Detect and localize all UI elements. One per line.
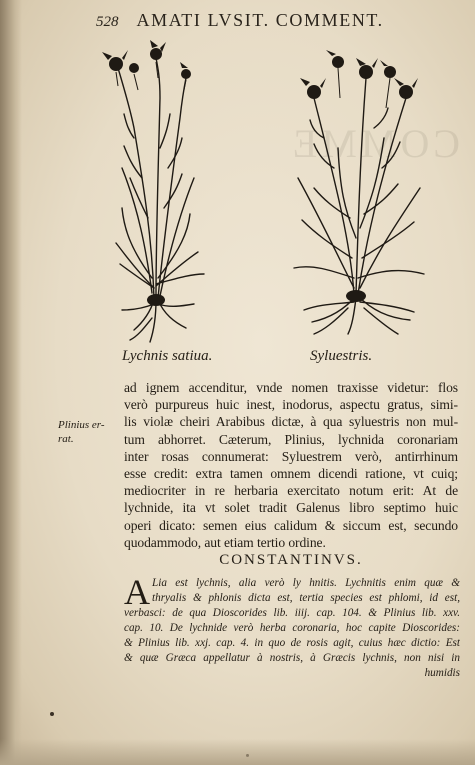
- commentary-line: & quæ Græca appellatur à nostris, à Græcis lychnis, non nisi in: [124, 652, 460, 664]
- drop-cap: A: [124, 572, 150, 612]
- text-line: ad ignem accenditur, vnde nomen traxisse videtur: flos: [124, 380, 458, 395]
- catchword: humidis: [424, 667, 460, 679]
- figure-caption-left: Lychnis satiua.: [122, 348, 213, 364]
- running-header: [96, 10, 415, 31]
- text-line: tum abhorret. Cæterum, Plinius, lychnida coronariam: [124, 431, 458, 447]
- text-line: lychnide, ita vt solet tradit Galenus libro septimo huic: [124, 500, 458, 516]
- show-through-ink: COMME: [288, 121, 460, 166]
- lychnis-sativa-woodcut: [94, 38, 224, 346]
- commentary-line: verbasci: de qua Dioscorides lib. iiij. cap. 104. & Plinius lib. xxv.: [124, 607, 460, 619]
- margin-note: [58, 418, 118, 446]
- commentary-line: cap. 10. De lychnide verò herba coronaria, hoc capite Dioscorides:: [124, 622, 460, 634]
- commentary-line: & Plinius lib. xxj. cap. 4. in quo de rosis agit, cuius hæc dictio: Est: [124, 637, 460, 649]
- commentary-line: thryalis & phlonis dicta est, tertia species est phlomi, id est,: [152, 592, 460, 604]
- main-text-block: [124, 379, 458, 551]
- commentary-block: [124, 572, 460, 681]
- page-number: 528: [96, 14, 119, 30]
- margin-note-line: rat.: [58, 433, 74, 445]
- lychnis-sylvestris-woodcut: [264, 38, 444, 338]
- text-line: operi dicato: semen eius calidum & siccum est, secundo: [124, 517, 458, 533]
- page-edge-shadow: [0, 739, 475, 765]
- text-line: inter rosas connumerat: Syluestrem verò, antirrhinum: [124, 448, 458, 464]
- commentary-line: Lia est lychnis, alia verò ly hnitis. Lychnitis enim quæ &: [152, 577, 460, 589]
- text-line: mediocriter in re herbaria exercitato notum erit: At de: [124, 483, 458, 499]
- text-line: esse credit: extra tamen omnem dicendi ratione, vt cuiq;: [124, 466, 458, 482]
- woodcut-illustrations: [94, 38, 444, 350]
- section-heading: CONSTANTINVS.: [219, 552, 363, 568]
- text-line: verò purpureus huic inest, inodorus, aspectu gratus, simi-: [124, 397, 458, 413]
- figure-caption-right: Syluestris.: [310, 348, 373, 364]
- binding-gutter-shadow: [0, 0, 22, 765]
- paper-speck: [50, 712, 54, 716]
- text-line: quodammodo, aut etiam tertio ordine.: [124, 534, 326, 550]
- running-title: AMATI LVSIT. COMMENT.: [136, 10, 384, 30]
- text-line: lis violæ cheiri Arabibus dictæ, à qua syluestris non mul-: [124, 414, 458, 430]
- margin-note-line: Plinius er-: [58, 419, 105, 431]
